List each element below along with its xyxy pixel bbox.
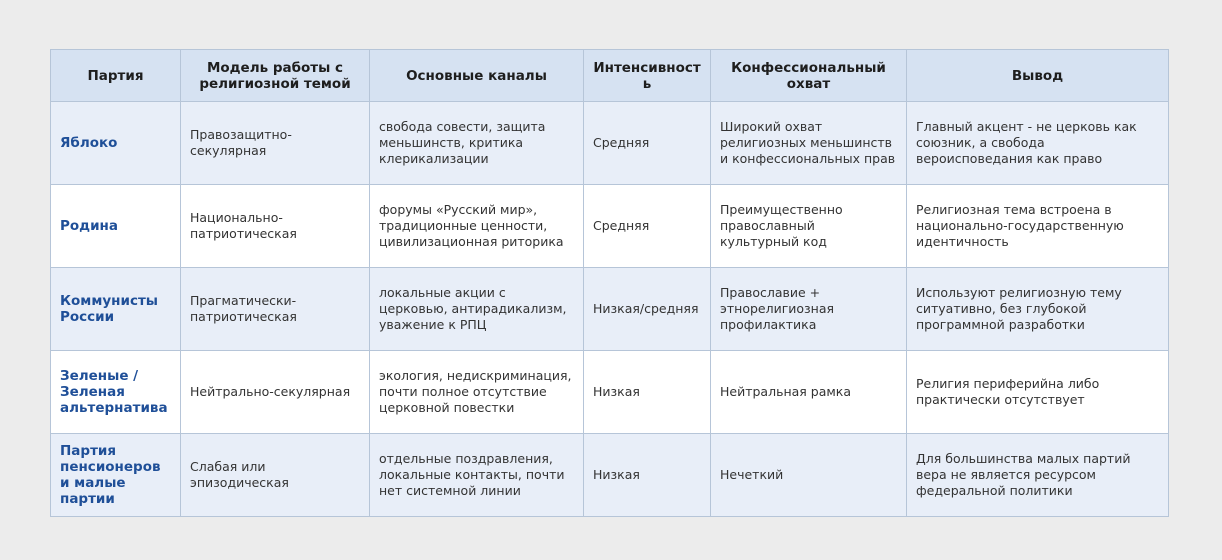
cell-conclusion: Используют религиозную тему ситуативно, без глубокой программной разработки bbox=[907, 268, 1169, 351]
party-religion-comparison-table bbox=[50, 49, 1169, 517]
cell-coverage: Православие + этнорелигиозная профилактика bbox=[711, 268, 907, 351]
header-party: Партия bbox=[51, 50, 181, 102]
cell-coverage: Нейтральная рамка bbox=[711, 351, 907, 434]
cell-party: Партия пенсионеров и малые партии bbox=[51, 434, 181, 517]
cell-model: Правозащитно-секулярная bbox=[181, 102, 370, 185]
cell-party: Родина bbox=[51, 185, 181, 268]
cell-conclusion: Главный акцент - не церковь как союзник, а свобода вероисповедания как право bbox=[907, 102, 1169, 185]
cell-conclusion: Религия периферийна либо практически отсутствует bbox=[907, 351, 1169, 434]
cell-channels: локальные акции с церковью, антирадикализм, уважение к РПЦ bbox=[370, 268, 584, 351]
header-intensity: Интенсивность bbox=[584, 50, 711, 102]
header-coverage: Конфессиональный охват bbox=[711, 50, 907, 102]
cell-intensity: Низкая/средняя bbox=[584, 268, 711, 351]
comparison-table-container bbox=[50, 49, 1168, 520]
table-row bbox=[51, 185, 1169, 268]
cell-channels: форумы «Русский мир», традиционные ценности, цивилизационная риторика bbox=[370, 185, 584, 268]
cell-conclusion: Религиозная тема встроена в национально-государственную идентичность bbox=[907, 185, 1169, 268]
cell-party: Коммунисты России bbox=[51, 268, 181, 351]
table-row bbox=[51, 102, 1169, 185]
header-channels: Основные каналы bbox=[370, 50, 584, 102]
cell-model: Слабая или эпизодическая bbox=[181, 434, 370, 517]
cell-channels: экология, недискриминация, почти полное отсутствие церковной повестки bbox=[370, 351, 584, 434]
cell-party: Зеленые / Зеленая альтернатива bbox=[51, 351, 181, 434]
cell-model: Прагматически-патриотическая bbox=[181, 268, 370, 351]
cell-model: Нейтрально-секулярная bbox=[181, 351, 370, 434]
table-row bbox=[51, 351, 1169, 434]
cell-channels: свобода совести, защита меньшинств, критика клерикализации bbox=[370, 102, 584, 185]
cell-intensity: Низкая bbox=[584, 434, 711, 517]
cell-channels: отдельные поздравления, локальные контакты, почти нет системной линии bbox=[370, 434, 584, 517]
cell-party: Яблоко bbox=[51, 102, 181, 185]
cell-coverage: Преимущественно православный культурный код bbox=[711, 185, 907, 268]
table-row bbox=[51, 268, 1169, 351]
cell-coverage: Широкий охват религиозных меньшинств и конфессиональных прав bbox=[711, 102, 907, 185]
cell-conclusion: Для большинства малых партий вера не является ресурсом федеральной политики bbox=[907, 434, 1169, 517]
header-model: Модель работы с религиозной темой bbox=[181, 50, 370, 102]
cell-intensity: Низкая bbox=[584, 351, 711, 434]
header-conclusion: Вывод bbox=[907, 50, 1169, 102]
table-header-row bbox=[51, 50, 1169, 102]
cell-model: Национально-патриотическая bbox=[181, 185, 370, 268]
cell-intensity: Средняя bbox=[584, 185, 711, 268]
cell-intensity: Средняя bbox=[584, 102, 711, 185]
cell-coverage: Нечеткий bbox=[711, 434, 907, 517]
table-row bbox=[51, 434, 1169, 517]
